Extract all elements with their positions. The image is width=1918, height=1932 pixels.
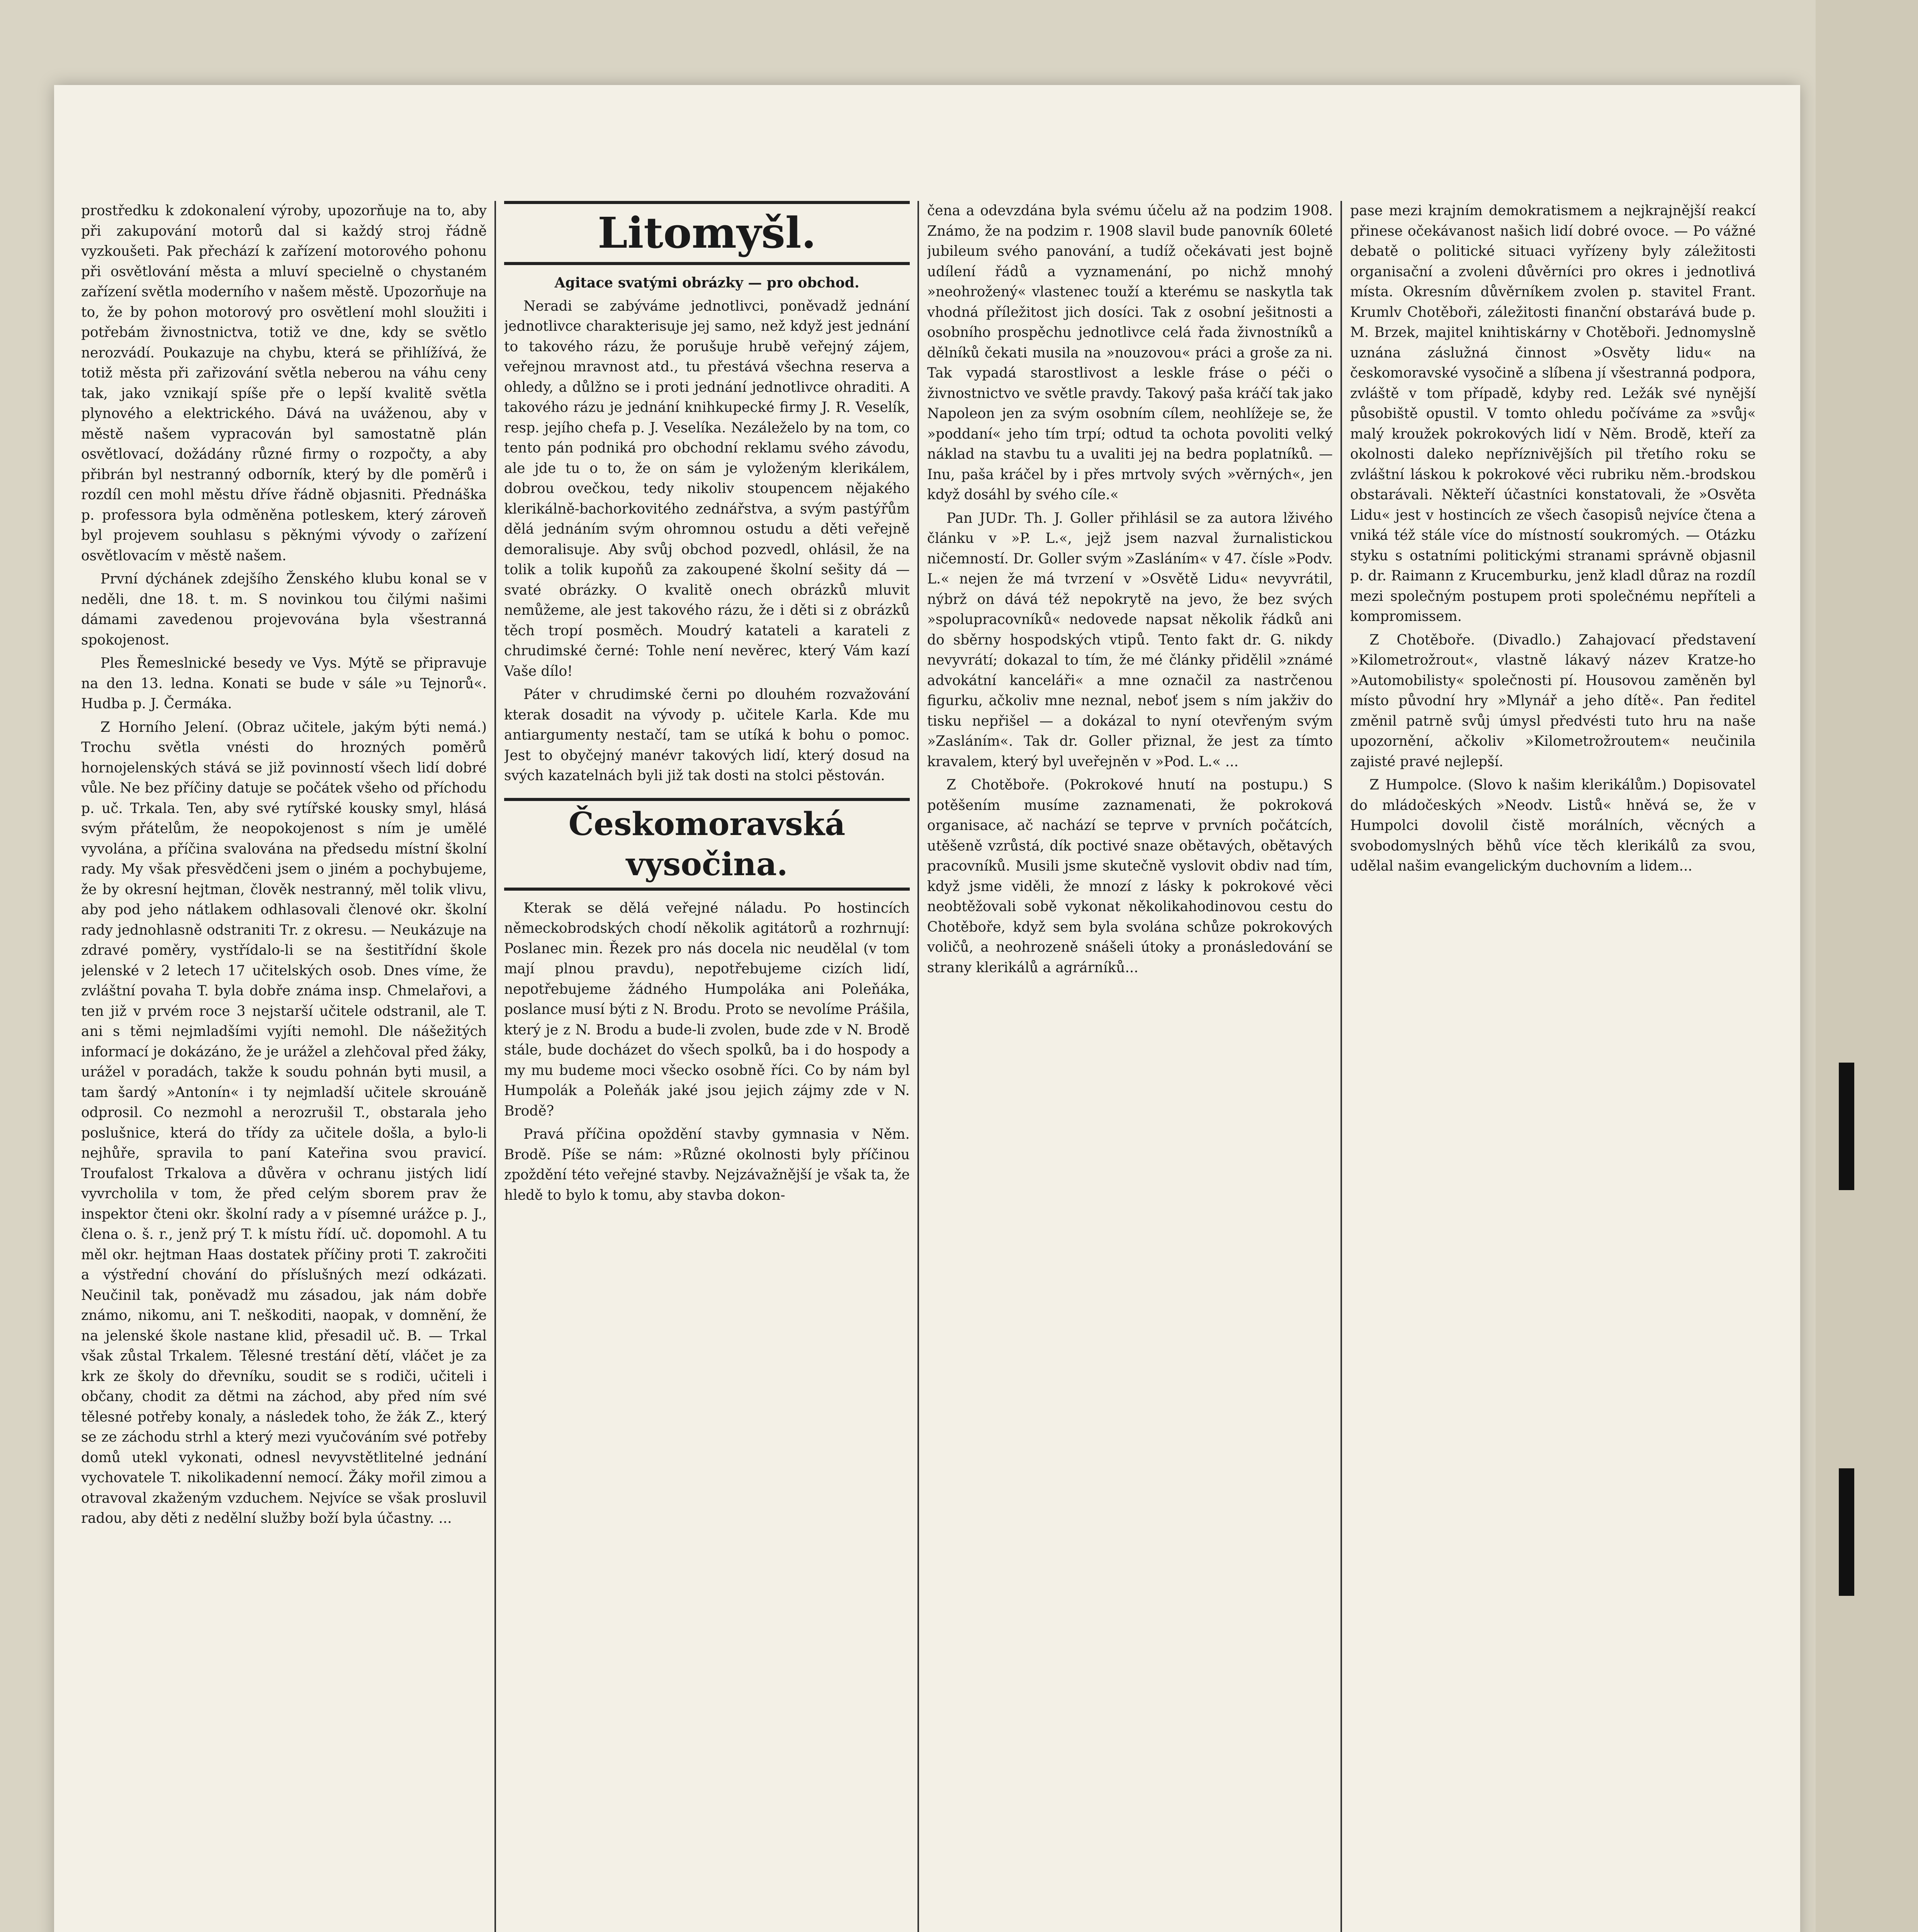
edge-bar	[1839, 1468, 1854, 1596]
column-rule	[1340, 201, 1342, 1932]
column-4	[1350, 201, 1756, 1932]
article-text: Z Chotěboře. (Divadlo.) Zahajovací představení »Kilometrožrout«, vlastně lákavý název Kratze-ho »Automobilisty« společnosti pí. Housovou zaměněn byl místo původní hry »Mlynář a jeho dítě«. Pan ředitel změnil patrně svůj úmysl předvésti tuto hru na naše upozornění, ačkoliv »Kilometrožroutem« neučinila zajisté pravé nejlepší.	[1350, 632, 1756, 770]
article-text: Pravá příčina opoždění stavby gymnasia v Něm. Brodě. Píše se nám: »Různé okolnosti byly příčinou zpoždění této veřejné stavby. Nejzávažnější je však ta, že hledě to bylo k tomu, aby stavba dokon-	[504, 1126, 910, 1203]
article-text: Kterak se dělá veřejné náladu. Po hostincích německobrodských chodí několik agitátorů a rozhrnují: Poslanec min. Řezek pro nás docela nic neudělal (v tom mají plnou pravdu), nepotřebujeme cizích lidí, nepotřebujeme žádného Humpoláka ani Poleňáka, poslance musí býti z N. Brodu. Proto se nevolíme Prášila, který je z N. Brodu a bude-li zvolen, bude zde v N. Brodě stále, bude docházet do všech spolků, ba i do hospody a my mu budeme moci všecko osobně říci. Co by nám byl Humpolák a Poleňák jaké jsou jejich zájmy zde v N. Brodě?	[504, 900, 910, 1119]
column-rule	[917, 201, 919, 1932]
article-text: Ples Řemeslnické besedy ve Vys. Mýtě se připravuje na den 13. ledna. Konati se bude v sále »u Tejnorů«. Hudba p. J. Čermáka.	[81, 655, 487, 712]
article-text: Z Humpolce. (Slovo k našim klerikálům.) Dopisovatel do mládočeských »Neodv. Listů« hněvá se, že v Humpolci dovolil čistě morálních, věcných a svobodomyslných běhů více těch klerikálů za svou, udělal našim evangelickým duchovním a lidem...	[1350, 777, 1756, 874]
section-heading-litomysl: Litomyšl.	[504, 201, 910, 265]
edge-bar	[1839, 1063, 1854, 1190]
article-text: Z Chotěboře. (Pokrokové hnutí na postupu.) S potěšením musíme zaznamenati, že pokroková organisace, ač nachází se teprve v prvních počátcích, utěšeně vzrůstá, dík poctivé snaze obětavých, obětavých pracovníků. Musili jsme skutečně vyslovit obdiv nad tím, když jsme viděli, že mnozí z lásky k pokrokové věci neobtěžovali sobě vykonat několikahodinovou cestu do Chotěboře, když sem byla svolána schůze pokrokových voličů, a neohrozeně snášeli útoky a pronásledování se strany klerikálů a agrárníků...	[927, 777, 1333, 976]
article-text: Neradi se zabýváme jednotlivci, poněvadž jednání jednotlivce charakterisuje jej samo, než když jest jednání to takového rázu, že porušuje hrubě veřejný zájem, veřejnou mravnost atd., tu přestává všechna reserva a ohledy, a důlžno se i proti jednání jednotlivce ohraditi. A takového rázu je jednání knihkupecké firmy J. R. Veselík, resp. jejího chefa p. J. Veselíka. Nezáleželo by na tom, co tento pán podniká pro obchodní reklamu svého závodu, ale jde tu o to, že on sám je vyloženým klerikálem, dobrou ovečkou, tedy nikoliv stoupencem nějakého klerikálně-bachorkovitého zednářstva, a svým pastýřům dělá jednáním svým ohromnou ostudu a děti veřejně demoralisuje. Aby svůj obchod pozvedl, ohlásil, že na tolik a tolik kupoňů za zakoupené školní sešity dá — svaté obrázky. O kvalitě onech obrázků mluvit nemůžeme, ale jest takového rázu, že i děti si z obrázků těch tropí posměch. Moudrý katateli a karateli z chrudimské černé: Tohle není nevěrec, který Vám kazí Vaše dílo!	[504, 298, 910, 679]
article-text: Páter v chrudimské černi po dlouhém rozvažování kterak dosadit na vývody p. učitele Karla. Kde mu antiargumenty nestačí, tam se utíká k bohu o pomoc. Jest to obyčejný manévr takových lidí, který dosud na svých kazatelnách byli již tak dosti na stolci pěstován.	[504, 687, 910, 784]
article-text: prostředku k zdokonalení výroby, upozorňuje na to, aby při zakupování motorů dal si každý stroj řádně vyzkoušeti. Pak přechází k zařízení motorového pohonu při osvětlování města a mluví specielně o chystaném zařízení světla moderního v našem městě. Upozorňuje na to, že by pohon motorový pro osvětlení mohl sloužiti i potřebám živnostnictva, totiž ve dne, kdy se světlo nerozvádí. Poukazuje na chybu, která se přihlížívá, že totiž města při zařizování světla neberou na váhu ceny tak, jako vznikají spíše pře o lepší kvalitě světla plynového a elektrického. Dává na uváženou, aby v městě našem vypracován byl samostatně plán osvětlovací, dožádány různé firmy o rozpočty, a aby přibrán byl nestranný odborník, který by dle poměrů i rozdíl cen mohl městu dříve řádně objasniti. Přednáška p. professora byla odměněna potleskem, který zároveň byl projevem souhlasu s pěknými vývody o zařízení osvětlovacím v městě našem.	[81, 203, 487, 564]
column-3	[927, 201, 1333, 1932]
article-heading: Agitace svatými obrázky — pro obchod.	[554, 275, 860, 291]
article-text: První dýchánek zdejšího Ženského klubu konal se v neděli, dne 18. t. m. S novinkou tou čilými našimi dámami zavedenou projevována byla všestranná spokojenost.	[81, 571, 487, 648]
article-text: Pan JUDr. Th. J. Goller přihlásil se za autora lživého článku v »P. L.«, jejž jsem nazval žurnalistickou ničemností. Dr. Goller svým »Zasláním« v 47. čísle »Podv. L.« nejen že má tvrzení v »Osvětě Lidu« nevyvrátil, nýbrž on dává též nepokrytě na jevo, že bez svých »spolupracovníků« nedovede napsat několik řádků ani do sběrny hospodských vtipů. Tento fakt dr. G. nikdy nevyvrátí; dokazal to tím, že mé články přidělil »známé advokátní kanceláři« a mne označil za nastrčenou figurku, ačkoliv mne neznal, neboť jsem s ním jakživ do tisku nepřišel — a dokázal to nyní otevřeným svým »Zasláním«. Tak dr. Goller přiznal, že jest za tímto kravalem, který byl uveřejněn v »Pod. L.« ...	[927, 510, 1333, 770]
article-text: čena a odevzdána byla svému účelu až na podzim 1908. Známo, že na podzim r. 1908 slavil bude panovník 60leté jubileum svého panování, a tudíž očekávati jest bojně udílení řádů a vyznamenání, po nichž mnohý »neohrožený« vlastenec touží a kterému se naskytla tak vhodná příležitost jich dosíci. Tak z osobní ješitnosti a osobního prospěchu jednotlivce celá řada živnostníků a dělníků čekati musila na »nouzovou« práci a groše za ni. Tak vypadá starostlivost a leskle fráse o péči o živnostnictvo ve světle pravdy. Takový paša kráčí tak jako Napoleon jen za svým osobním cílem, neohlížeje se, že »poddaní« jeho tím trpí; odtud ta ochota povoliti velký náklad na stavbu tu a uvaliti jej na bedra poplatníků. — Inu, paša kráčel by i přes mrtvoly svých »věrných«, jen když dosáhl by svého cíle.«	[927, 203, 1333, 503]
newspaper-page	[54, 85, 1800, 1932]
article-text: pase mezi krajním demokratismem a nejkrajnější reakcí přinese očekávanost našich lidí dobré ovoce. — Po vážné debatě o politické situaci vyřízeny byly záležitosti organisační a zvoleni důvěrníci pro okres i jednotlivá místa. Okresním důvěrníkem zvolen p. stavitel Frant. Krumlv Chotěboři, záležitosti finanční obstarává bude p. M. Brzek, majitel knihtiskárny v Chotěboři. Jednomyslně uznána záslužná činnost »Osvěty lidu« na českomoravské vysočině a slíbena jí všestranná podpora, zvláště v tom případě, kdyby red. Ležák své nynější působiště opustil. V tomto ohledu počíváme za »svůj« malý kroužek pokrokových lidí v Něm. Brodě, kteří za okolnosti daleko nepříznivějších pil třetího roku se zvláštní láskou k pokrokové věci rubriku něm.-brodskou obstarávali. Někteří účastníci konstatovali, že »Osvěta Lidu« jest v hostincích ze všech časopisů nejvíce čtena a vniká též stále více do místností soukromých. — Otázku styku s ostatními politickými stranami správně objasnil p. dr. Raimann z Krucemburku, jenž kladl důraz na rozdíl mezi společným postupem proti společnému nepříteli a kompromissem.	[1350, 203, 1756, 624]
next-page-edge	[1816, 0, 1918, 1932]
column-rule	[494, 201, 496, 1932]
column-2	[504, 201, 910, 1932]
section-heading-vysocina: Českomoravská vysočina.	[504, 798, 910, 891]
article-text: Z Horního Jelení. (Obraz učitele, jakým býti nemá.) Trochu světla vnésti do hrozných poměrů hornojelenských stává se již povinností všech lidí dobré vůle. Ne bez příčiny datuje se počátek všeho od příchodu p. uč. Trkala. Ten, aby své rytířské kousky smyl, hlásá svým přátelům, že neopokojenost s ním je umělé vyvolána, a příčina svalována na předsedu místní školní rady. My však přesvědčeni jsem o jiném a pochybujeme, že by okresní hejtman, člověk nestranný, měl tolik vlivu, aby pod jeho nátlakem odhlasovali členové okr. školní rady jednohlasně odstraniti Tr. z okresu. — Neukázuje na zdravé poměry, vystřídalo-li se na šestitřídní škole jelenské v 2 letech 17 učitelských osob. Dnes víme, že zvláštní povaha T. byla dobře známa insp. Chmelařovi, a ten již v prvém roce 3 nejstarší učitele odstranil, ale T. ani s těmi nejmladšími vyjíti nemohl. Dle nášežitých informací je dokázáno, že je urážel a zlehčoval před žáky, urážel v poradách, takže k soudu pohnán byti musil, a tam šardý »Antonín« i ty nejmladší učitele skrouáně odprosil. Co nezmohl a nerozrušil T., obstarala jeho poslušnice, která do třídy za učitele došla, a bylo-li nejhůře, spravila to paní Kateřina svou pravicí. Troufalost Trkalova a důvěra v ochranu jistých lidí vyvrcholila v tom, že před celým sborem prav že inspektor čteni okr. školní rady a v písemné urážce p. J., člena o. š. r., jenž prý T. k místu řídí. uč. dopomohl. A tu měl okr. hejtman Haas dostatek příčiny proti T. zakročiti a výstřední chování do příslušných mezí odkázati. Neučinil tak, poněvadž mu zásadou, jak nám dobře známo, nikomu, ani T. neškoditi, naopak, v domnění, že na jelenské škole nastane klid, přesadil uč. B. — Trkal však zůstal Trkalem. Tělesné trestání dětí, vláčet je za krk ze školy do dřevníku, soudit se s rodiči, učiteli i občany, chodit za dětmi na záchod, aby před ním své tělesné potřeby konaly, a následek toho, že žák Z., který se ze záchodu strhl a který mezi vyučováním své potřeby domů utekl vykonati, odnesl nevyvstětlitelné jednání vychovatele T. nikolikadenní nemocí. Žáky mořil zimou a otravoval zkaženým vzduchem. Nejvíce se však prosluvil radou, aby děti z nedělní služby boží byla účastny. ...	[81, 719, 487, 1526]
column-1	[81, 201, 487, 1932]
